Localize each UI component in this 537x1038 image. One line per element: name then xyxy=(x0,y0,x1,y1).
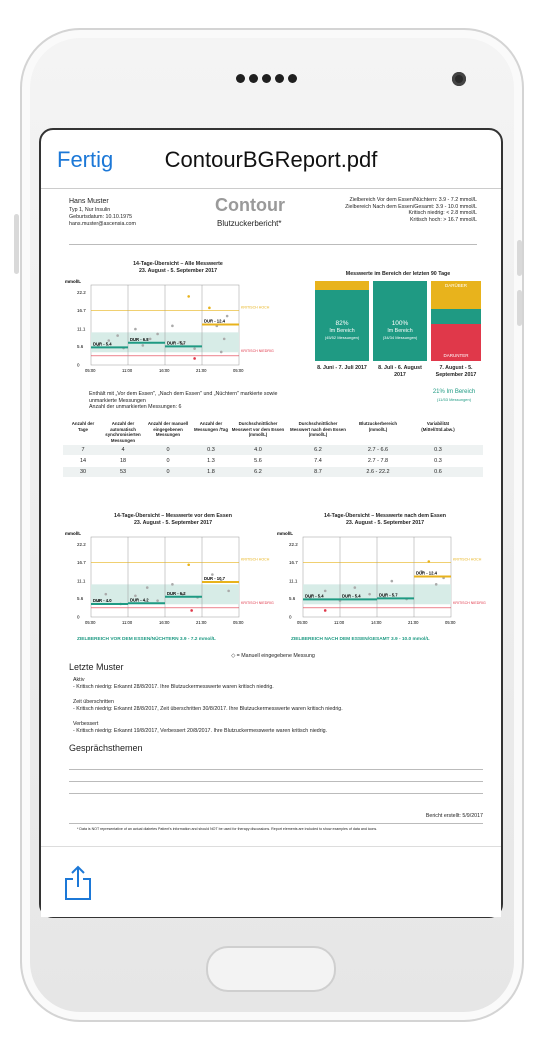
table-cell: 18 xyxy=(119,458,127,464)
median-label: DUR - 10.7 xyxy=(204,576,225,582)
table-cell: 0.3 xyxy=(434,458,442,464)
data-point xyxy=(391,580,394,583)
y-unit: mmol/L xyxy=(65,531,82,536)
table-cell: 8.7 xyxy=(314,469,322,475)
phone-speaker xyxy=(236,74,297,83)
screen xyxy=(39,128,503,918)
target-line: Kritisch hoch: > 16.7 mmol/L xyxy=(410,216,477,223)
y-tick: 5.6 xyxy=(289,596,296,602)
overview-all-count: Anzahl der unmarkierten Messungen: 6 xyxy=(89,404,182,410)
data-point xyxy=(187,295,190,298)
data-point xyxy=(324,590,327,593)
x-tick: 21:00 xyxy=(196,368,207,373)
range90-title: Messwerte im Bereich der letzten 90 Tage xyxy=(345,271,451,277)
pattern-heading: Aktiv xyxy=(73,677,85,683)
footer-divider xyxy=(69,823,483,824)
median-label: DUR - 12.4 xyxy=(416,570,437,576)
pdf-document[interactable] xyxy=(63,193,486,857)
median-label: DUR - 4.0 xyxy=(93,597,112,603)
range90-date-2: 8. Juli - 6. August 2017 xyxy=(378,365,422,378)
y-tick: 22.2 xyxy=(289,542,298,548)
data-point xyxy=(156,599,159,602)
median-label: DUR - 5.4 xyxy=(305,593,324,599)
overview-before-title: 14-Tage-Übersicht – Messwerte vor dem Essen xyxy=(114,513,232,519)
x-tick: 05:00 xyxy=(85,620,96,625)
table-header: Anzahl der automatisch synchronisierten Messungen xyxy=(105,421,141,443)
target-line: Zielbereich Vor dem Essen/Nüchtern: 3.9 - 7.2 mmol/L xyxy=(349,197,477,203)
manual-legend: ◇ = Manuell eingegebene Messung xyxy=(231,653,315,659)
table-cell: 6.2 xyxy=(314,447,322,453)
table-cell: 0.6 xyxy=(434,469,442,475)
table-header: Durchschnittlicher Messwert nach dem Essen (mmol/L) xyxy=(290,421,346,437)
data-point xyxy=(171,583,174,586)
done-button[interactable]: Fertig xyxy=(57,147,114,172)
y-tick: 0 xyxy=(77,362,80,368)
x-tick: 11:00 xyxy=(122,368,133,373)
table-cell: 0 xyxy=(166,447,170,453)
table-header: Anzahl der Tage xyxy=(71,421,95,432)
x-tick: 11:00 xyxy=(122,620,133,625)
data-point xyxy=(190,609,193,612)
data-point xyxy=(223,338,226,341)
table-cell: 30 xyxy=(79,469,87,475)
table-cell: 0 xyxy=(166,469,170,475)
table-cell: 1.3 xyxy=(207,458,215,464)
bottom-toolbar xyxy=(41,846,501,917)
median-label: DUR - 6.2 xyxy=(167,590,186,596)
data-point xyxy=(354,586,357,589)
table-header: Anzahl der Messungen /Tag xyxy=(193,421,229,432)
target-ranges xyxy=(303,197,477,223)
overview-all-title: 14-Tage-Übersicht – Alle Messwerte xyxy=(133,261,223,267)
pattern-text: - Kritisch niedrig: Erkannt 28/8/2017, Zeit überschritten 30/8/2017. Ihre Blutzuckermesswerte waren kritisch niedrig. xyxy=(73,706,343,712)
share-icon[interactable] xyxy=(63,865,93,901)
table-cell: 2.6 - 22.2 xyxy=(366,469,390,475)
overview-before-footer: ZIELBEREICH VOR DEM ESSEN/NÜCHTERN 3.9 - 7.2 mmol/L xyxy=(77,637,216,642)
nav-bar xyxy=(41,130,501,190)
range90-count: (45/52 Messungen) xyxy=(324,334,360,340)
y-tick: 11.1 xyxy=(77,578,86,584)
patient-dob: Geburtsdatum: 10.10.1975 xyxy=(69,214,133,220)
data-point xyxy=(149,338,152,341)
y-unit: mmol/L xyxy=(277,531,294,536)
topics-line xyxy=(69,793,483,794)
camera-icon xyxy=(452,72,466,86)
data-point xyxy=(368,593,371,596)
median-label: DUR - 6.8 xyxy=(130,336,149,342)
overview-all-subtitle: 23. August - 5. September 2017 xyxy=(138,268,218,274)
table-header: Durchschnittlicher Messwert vor dem Essen (mmol/L) xyxy=(231,421,285,437)
range90-date-1: 8. Juni - 7. Juli 2017 xyxy=(317,365,367,371)
high-label: KRITISCH HOCH xyxy=(453,557,482,562)
data-point xyxy=(193,347,196,350)
data-point xyxy=(142,344,145,347)
data-point xyxy=(220,351,223,354)
x-tick: 05:00 xyxy=(297,620,308,625)
data-point xyxy=(116,334,119,337)
x-tick: 16:00 xyxy=(159,620,170,625)
table-cell: 4.0 xyxy=(254,447,262,453)
report-date: Bericht erstellt: 5/9/2017 xyxy=(425,813,483,819)
median-label: DUR - 12.4 xyxy=(204,318,225,324)
data-point xyxy=(227,590,230,593)
range90-above-label: DARÜBER xyxy=(444,283,467,288)
brand-logo: Contour xyxy=(215,195,285,215)
patterns-title: Letzte Muster xyxy=(69,662,124,672)
table-row xyxy=(63,445,483,455)
range90-col2 xyxy=(373,320,427,340)
x-tick: 11:00 xyxy=(334,620,345,625)
data-point xyxy=(428,560,431,563)
high-label: KRITISCH HOCH xyxy=(241,305,270,310)
overview-after-title: 14-Tage-Übersicht – Messwerte nach dem Essen xyxy=(323,513,447,519)
pattern-heading: Zeit überschritten xyxy=(73,699,114,705)
range90-bar-3-in xyxy=(431,309,481,324)
x-tick: 14:00 xyxy=(371,620,382,625)
median-label: DUR - 5.4 xyxy=(342,593,361,599)
patient-name: Hans Muster xyxy=(69,198,109,205)
stats-table xyxy=(63,421,483,491)
table-cell: 5.6 xyxy=(254,458,262,464)
x-tick: 05:00 xyxy=(85,368,96,373)
low-label: KRITISCH NIEDRIG xyxy=(453,600,486,605)
y-tick: 16.7 xyxy=(77,559,86,565)
nav-divider xyxy=(41,188,501,189)
data-point xyxy=(226,315,229,318)
phone-side-button-2 xyxy=(517,240,522,276)
report-subtitle: Blutzuckerbericht* xyxy=(217,219,282,228)
median-label: DUR - 5.7 xyxy=(379,592,398,598)
x-tick: 05:00 xyxy=(445,620,456,625)
x-tick: 05:00 xyxy=(233,368,244,373)
table-row xyxy=(63,456,483,466)
range90-below-label: DARUNTER xyxy=(443,353,469,358)
data-point xyxy=(156,333,159,336)
table-row xyxy=(63,467,483,477)
table-cell: 0.3 xyxy=(434,447,442,453)
overview-all-chart xyxy=(63,275,274,387)
data-point xyxy=(208,307,211,310)
x-tick: 21:00 xyxy=(408,620,419,625)
table-cell: 6.2 xyxy=(254,469,262,475)
range90-col1 xyxy=(315,320,369,340)
table-cell: 4 xyxy=(121,447,125,453)
median-label: DUR - 5.7 xyxy=(167,340,186,346)
patient-email: hans.muster@ascensia.com xyxy=(69,221,136,227)
y-unit: mmol/L xyxy=(65,279,82,284)
data-point xyxy=(435,583,438,586)
range90-count-3: (11/53 Messungen) xyxy=(436,397,472,402)
topics-title: Gesprächsthemen xyxy=(69,743,143,753)
data-point xyxy=(187,563,190,566)
median-label: DUR - 4.2 xyxy=(130,597,149,603)
table-cell: 7.4 xyxy=(314,458,322,464)
table-cell: 0.3 xyxy=(207,447,215,453)
table-header: Variabilität (Mittel/Std.abw.) xyxy=(421,421,455,432)
phone-side-button xyxy=(14,214,19,274)
pattern-text: - Kritisch niedrig: Erkannt 19/8/2017, Verbessert 20/8/2017. Ihre Blutzuckermesswerte waren kritisch niedrig. xyxy=(73,728,328,734)
table-header: Anzahl der manuell eingegebenen Messungen xyxy=(147,421,189,437)
overview-before-chart xyxy=(63,527,274,639)
overview-all-note: Enthält mit „Vor dem Essen", „Nach dem Essen" und „Nüchtern" markierte sowie unmarkierte Messungen xyxy=(89,391,278,404)
overview-after-chart xyxy=(275,527,486,639)
table-cell: 1.8 xyxy=(207,469,215,475)
header-divider xyxy=(69,244,477,245)
median-label: DUR - 5.4 xyxy=(93,341,112,347)
y-tick: 5.6 xyxy=(77,596,84,602)
data-point xyxy=(134,328,137,331)
pattern-heading: Verbessert xyxy=(73,721,99,727)
y-tick: 22.2 xyxy=(77,290,86,296)
y-tick: 22.2 xyxy=(77,542,86,548)
document-title: ContourBGReport.pdf xyxy=(164,147,378,172)
disclaimer: * Data is NOT representative of an actual diabetes Patient's information and should NOT be used for therapy discussions. Report elements are included to show examples of data and icons. xyxy=(77,827,378,831)
range90-pct: 100% xyxy=(391,320,409,327)
target-line: Kritisch niedrig: < 2.8 mmol/L xyxy=(408,210,477,217)
range90-bar-1-above xyxy=(315,281,369,290)
low-label: KRITISCH NIEDRIG xyxy=(241,348,274,353)
high-label: KRITISCH HOCH xyxy=(241,557,270,562)
table-cell: 0 xyxy=(166,458,170,464)
phone-side-button-3 xyxy=(517,290,522,326)
y-tick: 0 xyxy=(77,614,80,620)
data-point xyxy=(324,609,327,612)
overview-after-subtitle: 23. August - 5. September 2017 xyxy=(345,520,425,526)
y-tick: 11.1 xyxy=(289,578,298,584)
x-tick: 05:00 xyxy=(233,620,244,625)
home-button[interactable] xyxy=(206,946,336,992)
range90-count: (34/34 Messungen) xyxy=(382,334,418,340)
x-tick: 21:00 xyxy=(196,620,207,625)
table-cell: 2.7 - 7.8 xyxy=(367,458,389,464)
data-point xyxy=(105,593,108,596)
table-cell: 14 xyxy=(79,458,87,464)
target-line: Zielbereich Nach dem Essen/Gesamt: 3.9 - 10.0 mmol/L xyxy=(345,203,477,210)
pattern-text: - Kritisch niedrig: Erkannt 28/8/2017. Ihre Blutzuckermesswerte waren kritisch niedrig. xyxy=(73,684,274,690)
range90-pct-3: 21% Im Bereich xyxy=(432,389,476,395)
x-tick: 16:00 xyxy=(159,368,170,373)
table-cell: 7 xyxy=(81,447,85,453)
patient-type: Typ 1, Nur Insulin xyxy=(69,207,111,213)
y-tick: 0 xyxy=(289,614,292,620)
data-point xyxy=(193,357,196,360)
y-tick: 11.1 xyxy=(77,326,86,332)
data-point xyxy=(171,325,174,328)
table-cell: 53 xyxy=(119,469,127,475)
range90-date-3: 7. August - 5. September 2017 xyxy=(435,365,477,378)
overview-after-footer: ZIELBEREICH NACH DEM ESSEN/GESAMT 3.9 - 10.0 mmol/L xyxy=(291,637,430,642)
range90-pct: 82% xyxy=(335,320,349,327)
y-tick: 5.6 xyxy=(77,344,84,350)
range90-label: Im Bereich xyxy=(387,328,413,335)
topics-line xyxy=(69,781,483,782)
table-header: Blutzuckerbereich (mmol/L) xyxy=(358,421,398,432)
topics-line xyxy=(69,769,483,770)
data-point xyxy=(146,586,149,589)
y-tick: 16.7 xyxy=(77,307,86,313)
y-tick: 16.7 xyxy=(289,559,298,565)
overview-before-subtitle: 23. August - 5. September 2017 xyxy=(133,520,213,526)
low-label: KRITISCH NIEDRIG xyxy=(241,600,274,605)
table-cell: 2.7 - 6.6 xyxy=(367,447,389,453)
range90-label: Im Bereich xyxy=(329,328,355,335)
